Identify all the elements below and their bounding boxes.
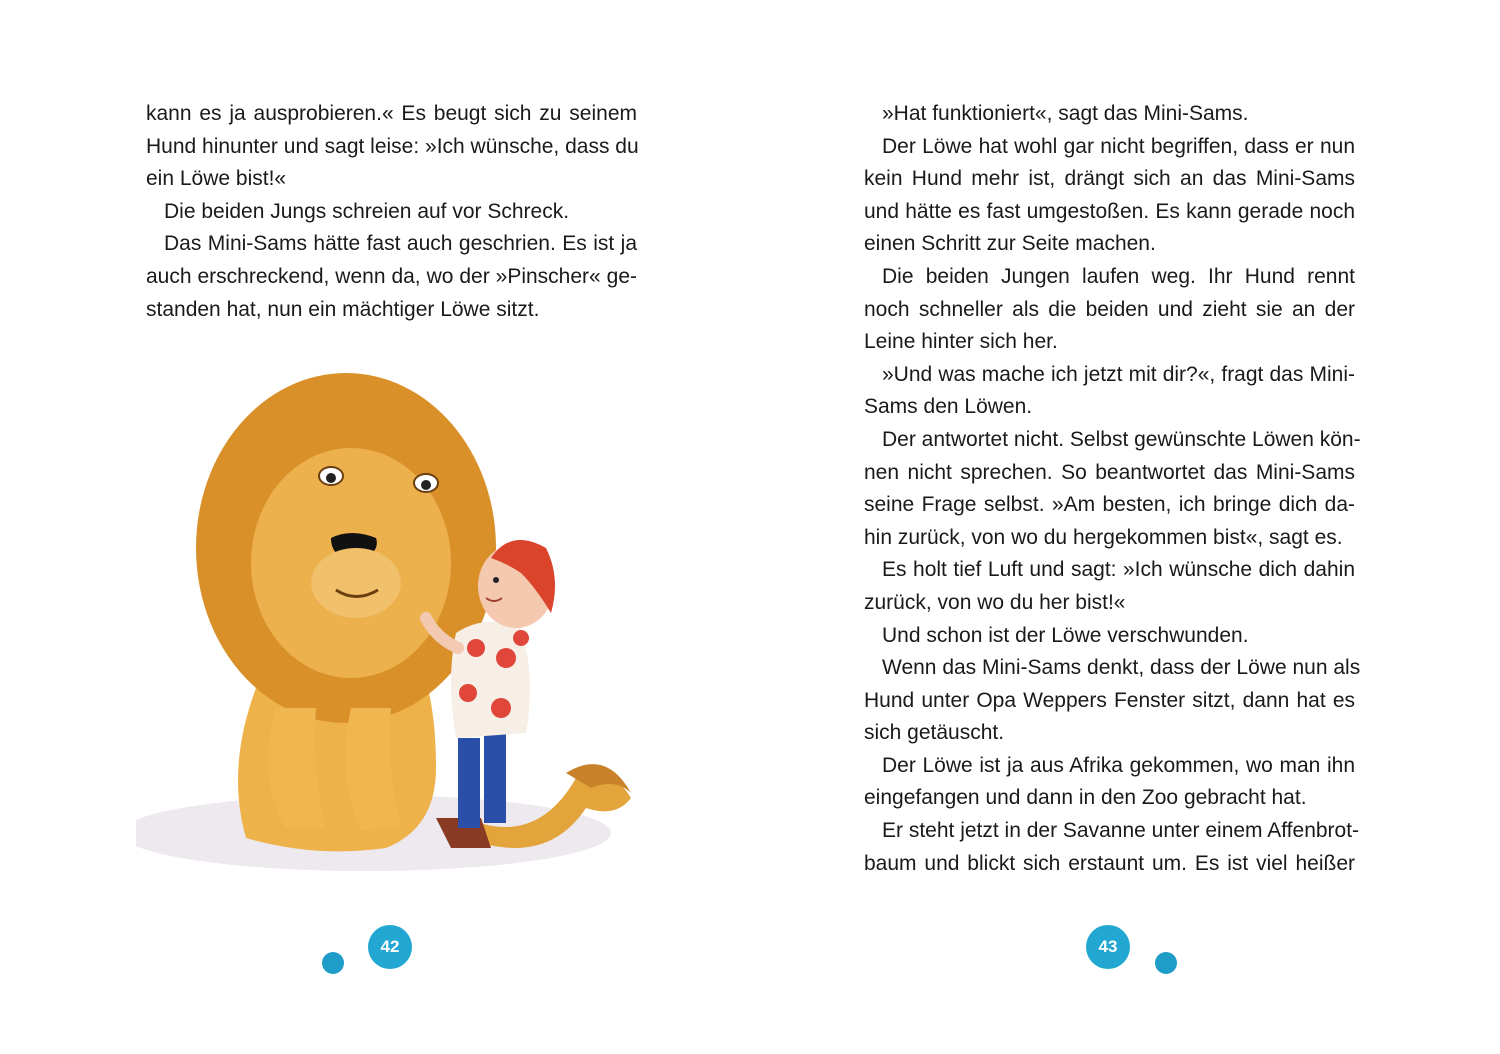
text-line: auch erschreckend, wenn da, wo der »Pinscher« ge- — [146, 264, 637, 288]
page-number: 43 — [1086, 925, 1130, 969]
text-line: nen nicht sprechen. So beantwortet das Mini-Sams — [864, 460, 1355, 484]
text-line: noch schneller als die beiden und zieht sie an der — [864, 297, 1355, 321]
text-line: kann es ja ausprobieren.« Es beugt sich zu seinem — [146, 102, 637, 125]
text-line: »Hat funktioniert«, sagt das Mini-Sams. — [882, 102, 1249, 125]
text-line: Das Mini-Sams hätte fast auch geschrien. Es ist ja — [164, 232, 637, 256]
text-line: und hätte es fast umgestoßen. Es kann gerade noch — [864, 199, 1355, 223]
text-line: Sams den Löwen. — [864, 395, 1033, 419]
text-line: Der Löwe ist ja aus Afrika gekommen, wo man ihn — [882, 753, 1355, 777]
text-line: »Und was mache ich jetzt mit dir?«, fragt das Mini- — [882, 362, 1355, 386]
text-line: seine Frage selbst. »Am besten, ich bringe dich da- — [864, 493, 1355, 517]
text-line: Der Löwe hat wohl gar nicht begriffen, dass er nun — [882, 134, 1355, 158]
right-text-block — [864, 98, 1361, 880]
text-line: eingefangen und dann in den Zoo gebracht hat. — [864, 786, 1307, 810]
text-line: kein Hund mehr ist, drängt sich an das Mini-Sams — [864, 167, 1355, 191]
text-line: Die beiden Jungen laufen weg. Ihr Hund rennt — [882, 264, 1355, 288]
text-line: Der antwortet nicht. Selbst gewünschte Löwen kön- — [882, 427, 1361, 451]
text-line: Die beiden Jungs schreien auf vor Schreck. — [164, 199, 570, 223]
page-marker-dot-icon — [322, 952, 344, 974]
text-line: Und schon ist der Löwe verschwunden. — [882, 623, 1249, 647]
page-number: 42 — [368, 925, 412, 969]
text-line: ein Löwe bist!« — [146, 167, 287, 191]
text-line: Leine hinter sich her. — [864, 330, 1058, 354]
text-line: hin zurück, von wo du hergekommen bist«, sagt es. — [864, 525, 1343, 549]
text-line: zurück, von wo du her bist!« — [864, 590, 1126, 614]
text-line: Hund unter Opa Weppers Fenster sitzt, dann hat es — [864, 688, 1355, 712]
text-line: sich getäuscht. — [864, 721, 1005, 745]
text-line: Hund hinunter und sagt leise: »Ich wünsche, dass du — [146, 134, 639, 158]
text-line: einen Schritt zur Seite machen. — [864, 232, 1156, 256]
text-line: baum und blickt sich erstaunt um. Es ist viel heißer — [864, 851, 1355, 875]
text-line: Er steht jetzt in der Savanne unter einem Affenbrot- — [882, 819, 1360, 843]
page-marker-dot-icon — [1155, 952, 1177, 974]
lion-and-child-illustration — [136, 348, 636, 888]
left-text-block — [146, 98, 637, 326]
text-line: Wenn das Mini-Sams denkt, dass der Löwe nun als — [882, 656, 1361, 680]
right-page — [750, 0, 1500, 1054]
text-line: Es holt tief Luft und sagt: »Ich wünsche dich dahin — [882, 558, 1355, 582]
text-line: standen hat, nun ein mächtiger Löwe sitzt. — [146, 297, 540, 321]
